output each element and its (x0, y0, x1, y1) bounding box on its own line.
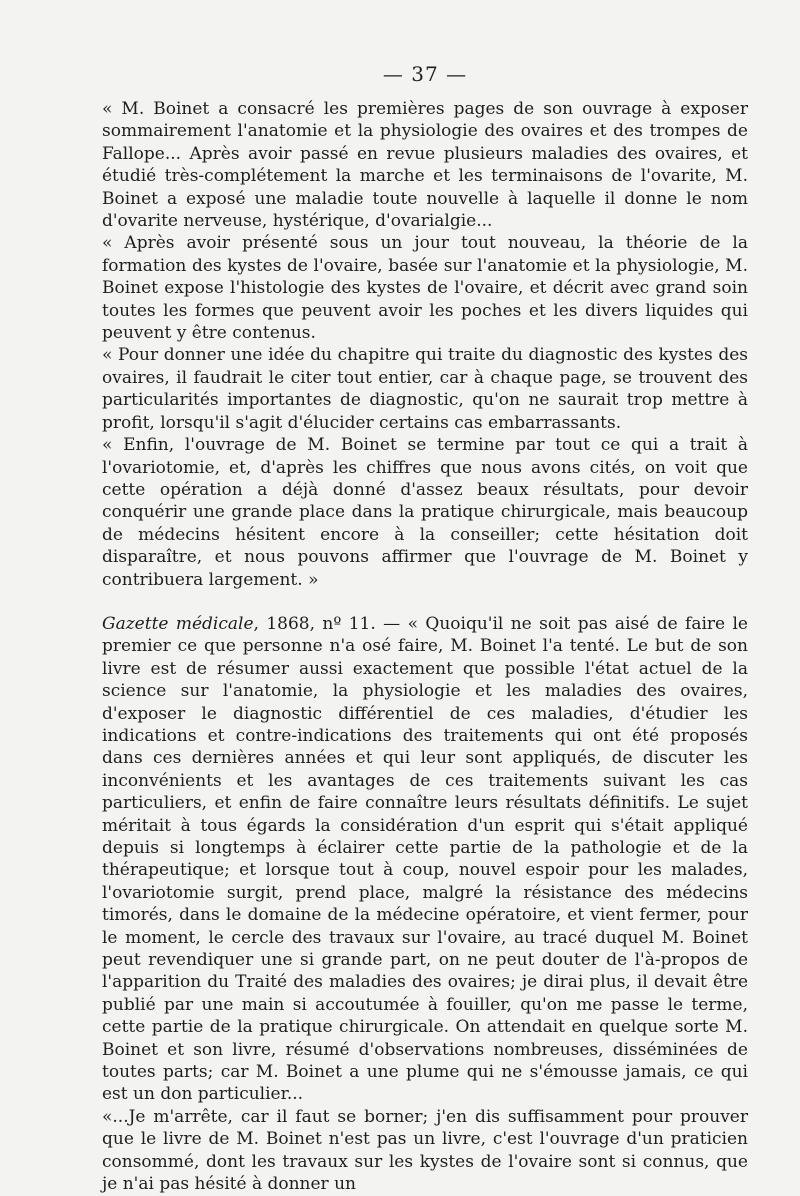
section-gap (102, 591, 748, 613)
source-title: Gazette médicale (102, 613, 254, 634)
paragraph (102, 613, 748, 1106)
citation: , 1868, nº 11. — (253, 613, 408, 634)
quoted-review (102, 98, 748, 591)
paragraph-text: « Quoiqu'il ne soit pas aisé de faire le premier ce que personne n'a osé faire, M. Boinet l'a tenté. Le but de son livre est de résumer aussi exactement que possible l'état actuel de la science sur l'anatomie, la physiologie et les maladies des ovaires, d'exposer le diagnostic différentiel de ces maladies, d'étudier les indications et contre-indications des traitements qui ont été proposés dans ces dernières années et qui leur sont appliqués, de discuter les inconvénients et les avantages de ces traitements suivant les cas particuliers, et enfin de faire connaître leurs résultats définitifs. Le sujet méritait à tous égards la considération d'un esprit qui s'était appliqué depuis si longtemps à éclairer cette partie de la pathologie et de la thérapeutique; et lorsque tout à coup, nouvel espoir pour les malades, l'ovariotomie surgit, prend place, malgré la résistance des médecins timorés, dans le domaine de la médecine opératoire, et vient fermer, pour le moment, le cercle des travaux sur l'ovaire, au tracé duquel M. Boinet peut revendiquer une si grande part, on ne peut douter de l'à-propos de l'apparition du Traité des maladies des ovaires; je dirai plus, il devait être publié par une main si accoutumée à fouiller, qu'on me passe le terme, cette partie de la pratique chirurgicale. On attendait en quelque sorte M. Boinet et son livre, résumé d'observations nombreuses, disséminées de toutes parts; car M. Boinet a une plume qui ne s'émousse jamais, ce qui est un don particulier... (102, 613, 748, 1105)
paragraph: « M. Boinet a consacré les premières pages de son ouvrage à exposer sommairement l'anatomie et la physiologie des ovaires et des trompes de Fallope... Après avoir passé en revue plusieurs maladies des ovaires, et étudié très-complétement la marche et les terminaisons de l'ovarite, M. Boinet a exposé une maladie toute nouvelle à laquelle il donne le nom d'ovarite nerveuse, hystérique, d'ovarialgie... (102, 99, 748, 232)
gazette-review (102, 613, 748, 1196)
paragraph: « Après avoir présenté sous un jour tout nouveau, la théorie de la formation des kystes de l'ovaire, basée sur l'anatomie et la physiologie, M. Boinet expose l'histologie des kystes de l'ovaire, et décrit avec grand soin toutes les formes que peuvent avoir les poches et les divers liquides qui peuvent y être contenus. (102, 233, 748, 344)
paragraph: «...Je m'arrête, car il faut se borner; j'en dis suffisamment pour prouver que le livre de M. Boinet n'est pas un livre, c'est l'ouvrage d'un praticien consommé, dont les travaux sur les kystes de l'ovaire sont si connus, que je n'ai pas hésité à donner un (102, 1106, 748, 1195)
page-number: — 37 — (382, 62, 468, 86)
paragraph: « Pour donner une idée du chapitre qui traite du diagnostic des kystes des ovaires, il faudrait le citer tout entier, car à chaque page, se trouvent des particularités importantes de diagnostic, qu'on ne saurait trop mettre à profit, lorsqu'il s'agit d'élucider certains cas embarrassants. (102, 345, 748, 433)
paragraph: « Enfin, l'ouvrage de M. Boinet se termine par tout ce qui a trait à l'ovariotomie, et, d'après les chiffres que nous avons cités, on voit que cette opération a déjà donné d'assez beaux résultats, pour devoir conquérir une grande place dans la pratique chirurgicale, mais beaucoup de médecins hésitent encore à la conseiller; cette hésitation doit disparaître, et nous pouvons affirmer que l'ouvrage de M. Boinet y contribuera largement. » (102, 435, 748, 590)
